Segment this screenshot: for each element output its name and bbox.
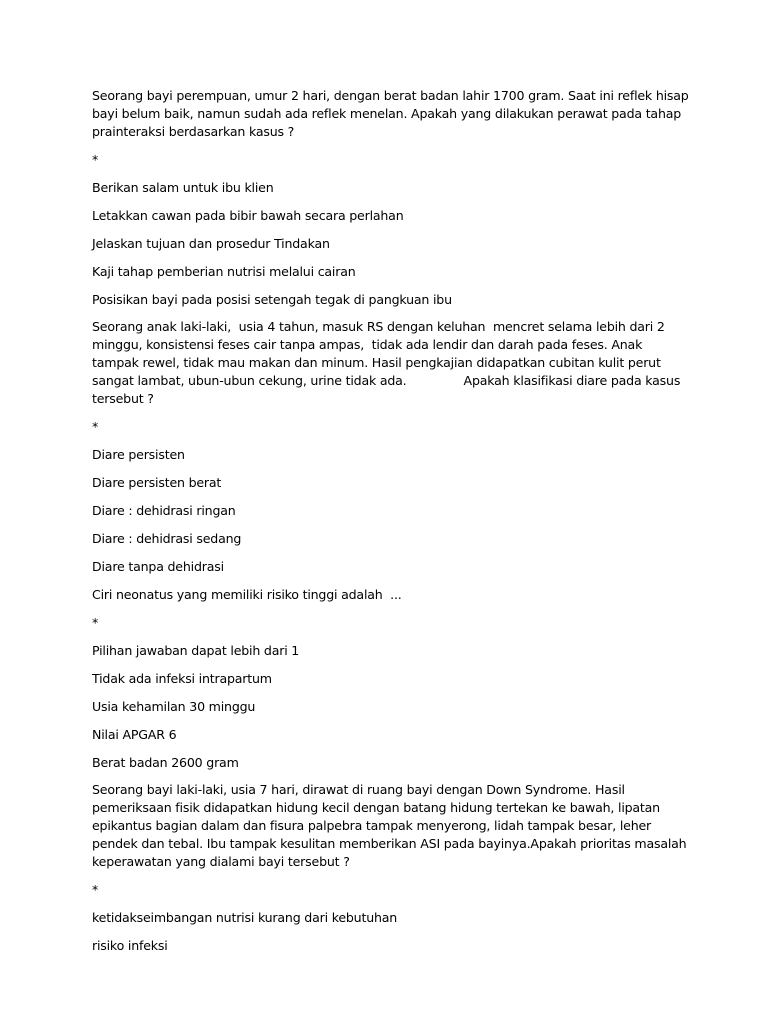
question-3-option-3: Usia kehamilan 30 minggu	[92, 699, 256, 714]
question-2-marker: *	[92, 419, 99, 434]
question-1-option-5: Posisikan bayi pada posisi setengah tegak di pangkuan ibu	[92, 292, 452, 307]
question-3-option-4: Nilai APGAR 6	[92, 727, 177, 742]
question-2-option-3: Diare : dehidrasi ringan	[92, 503, 236, 518]
question-2-text: Seorang anak laki-laki, usia 4 tahun, masuk RS dengan keluhan mencret selama lebih dari 2 minggu, konsistensi feses cair tanpa ampas, tidak ada lendir dan darah pada feses. Anak tampak rewel, tidak mau makan dan minum. Hasil pengkajian didapatkan cubitan kulit perut sangat lambat, ubun-ubun cekung, urine tidak ada. Apakah klasifikasi diare pada kasus tersebut ?	[92, 319, 684, 406]
question-4-option-2: risiko infeksi	[92, 938, 168, 953]
question-1-option-4: Kaji tahap pemberian nutrisi melalui cairan	[92, 264, 356, 279]
question-3-marker: *	[92, 615, 99, 630]
question-2-option-5: Diare tanpa dehidrasi	[92, 559, 224, 574]
question-1-option-1: Berikan salam untuk ibu klien	[92, 180, 274, 195]
question-3-option-2: Tidak ada infeksi intrapartum	[92, 671, 272, 686]
question-2-option-2: Diare persisten berat	[92, 475, 222, 490]
question-1-marker: *	[92, 152, 99, 167]
question-4-option-1: ketidakseimbangan nutrisi kurang dari kebutuhan	[92, 910, 398, 925]
question-2-option-1: Diare persisten	[92, 447, 185, 462]
question-3-option-5: Berat badan 2600 gram	[92, 755, 239, 770]
question-1-option-2: Letakkan cawan pada bibir bawah secara perlahan	[92, 208, 404, 223]
document-page	[92, 87, 692, 955]
question-4-marker: *	[92, 882, 99, 897]
question-2-option-4: Diare : dehidrasi sedang	[92, 531, 242, 546]
question-3-text: Ciri neonatus yang memiliki risiko tinggi adalah ...	[92, 587, 402, 602]
question-1-text: Seorang bayi perempuan, umur 2 hari, dengan berat badan lahir 1700 gram. Saat ini reflek hisap bayi belum baik, namun sudah ada reflek menelan. Apakah yang dilakukan perawat pada tahap prainteraksi berdasarkan kasus ?	[92, 88, 693, 139]
question-1-option-3: Jelaskan tujuan dan prosedur Tindakan	[92, 236, 330, 251]
question-4-text: Seorang bayi laki-laki, usia 7 hari, dirawat di ruang bayi dengan Down Syndrome. Hasil pemeriksaan fisik didapatkan hidung kecil dengan batang hidung tertekan ke bawah, lipatan epikantus bagian dalam dan fisura palpebra tampak menyerong, lidah tampak besar, leher pendek dan tebal. Ibu tampak kesulitan memberikan ASI pada bayinya.Apakah prioritas masalah keperawatan yang dialami bayi tersebut ?	[92, 782, 691, 869]
question-3-option-1: Pilihan jawaban dapat lebih dari 1	[92, 643, 300, 658]
